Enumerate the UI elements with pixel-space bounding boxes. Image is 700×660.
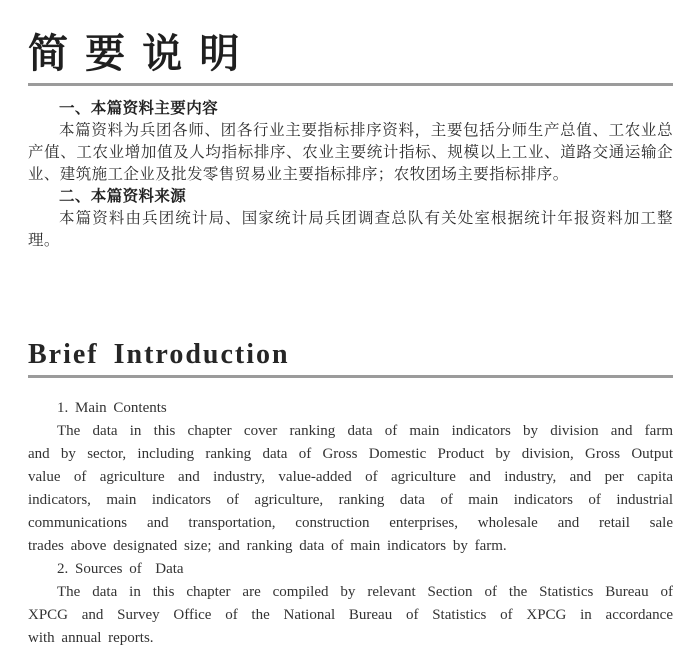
text-line: 业、建筑施工企业及批发零售贸易业主要指标排序；农牧团场主要指标排序。 xyxy=(28,166,569,183)
chinese-title: 简 要 说 明 xyxy=(28,32,243,76)
text-line: communications and transportation, construction enterprises, wholesale and retail sale xyxy=(28,515,673,531)
english-section xyxy=(28,397,673,650)
text-line: and by sector, including ranking data of Gross Domestic Product by division, Gross Output xyxy=(28,446,673,462)
english-paragraph-sources xyxy=(28,581,673,650)
chinese-title-rule xyxy=(28,83,673,86)
text-line: 本篇资料由兵团统计局、国家统计局兵团调查总队有关处室根据统计年报资料加工整理。 xyxy=(28,210,673,249)
chinese-heading-sources: 二、本篇资料来源 xyxy=(59,188,187,205)
text-line: The data in this chapter are compiled by relevant Section of the Statistics Bureau of xyxy=(57,584,673,600)
english-heading-main-contents: 1. Main Contents xyxy=(57,400,167,416)
chinese-paragraph-sources xyxy=(28,208,673,252)
text-line: value of agriculture and industry, value-added of agriculture and industry, and per capita xyxy=(28,469,673,485)
english-title-rule xyxy=(28,375,673,378)
english-title: Brief Introduction xyxy=(28,339,290,370)
text-line: The data in this chapter cover ranking data of main indicators by division and farm xyxy=(57,423,673,439)
chinese-heading-main-contents: 一、本篇资料主要内容 xyxy=(59,100,219,117)
text-line: 产值、工农业增加值及人均指标排序、农业主要统计指标、规模以上工业、道路交通运输企 xyxy=(28,144,673,161)
english-paragraph-main-contents xyxy=(28,420,673,558)
english-heading-sources: 2. Sources of Data xyxy=(57,561,184,577)
text-line: trades above designated size; and ranking data of main indicators by farm. xyxy=(28,538,507,554)
text-line: 本篇资料为兵团各师、团各行业主要指标排序资料，主要包括分师生产总值、工农业总 xyxy=(59,122,673,139)
text-line: with annual reports. xyxy=(28,630,154,646)
chinese-paragraph-main-contents xyxy=(28,120,673,186)
chinese-section xyxy=(28,98,673,252)
text-line: indicators, main indicators of agriculture, ranking data of main indicators of industrial xyxy=(28,492,673,508)
text-line: XPCG and Survey Office of the National Bureau of Statistics of XPCG in accordance xyxy=(28,607,673,623)
